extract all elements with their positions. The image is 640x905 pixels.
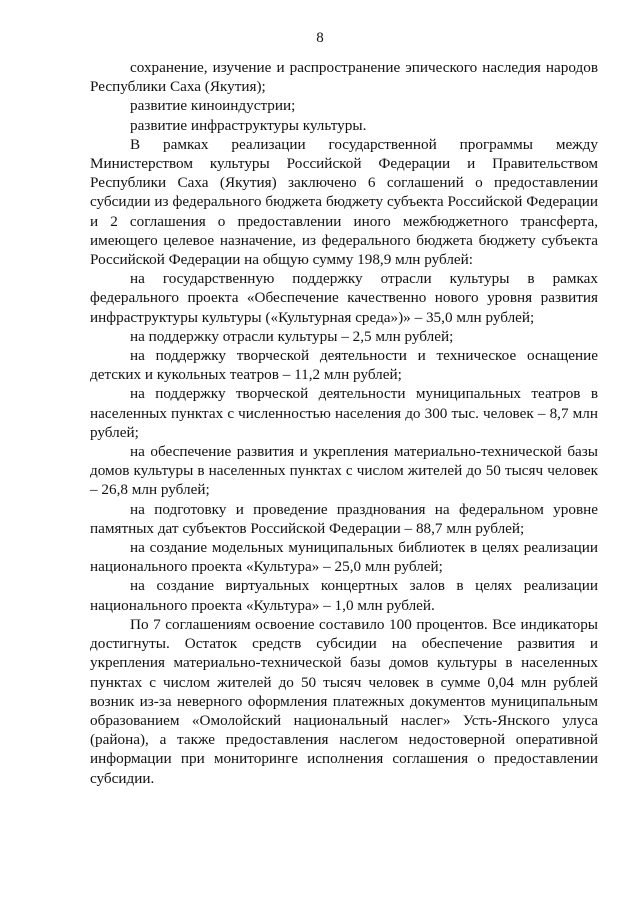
paragraph-epic-heritage: сохранение, изучение и распространение эпического наследия народов Республики Саха (Якутия);	[90, 59, 598, 96]
list-item-puppet-theatres: на поддержку творческой деятельности и техническое оснащение детских и кукольных театров – 11,2 млн рублей;	[90, 347, 598, 384]
list-item-cultural-environment: на государственную поддержку отрасли культуры в рамках федерального проекта «Обеспечение качественно нового уровня развития инфраструктуры культуры («Культурная среда»)» – 35,0 млн рублей;	[90, 270, 598, 326]
paragraph-execution-summary: По 7 соглашениям освоение составило 100 процентов. Все индикаторы достигнуты. Остаток средств субсидии на обеспечение развития и укрепления материально-технической базы домов культуры в населенных пунктах с числом жителей до 50 тысяч человек в сумме 0,04 млн рублей возник из-за неверного оформления платежных документов муниципальным образованием «Омолойский национальный наслег» Усть-Янского улуса (района), а также предоставления наслегом недостоверной оперативной информации при мониторинге исполнения соглашения о предоставлении субсидии.	[90, 615, 598, 787]
list-item-municipal-theatres: на поддержку творческой деятельности муниципальных театров в населенных пунктах с численностью населения до 300 тыс. человек – 8,7 млн рублей;	[90, 385, 598, 441]
page-number: 8	[316, 30, 324, 46]
list-item-virtual-concert-halls: на создание виртуальных концертных залов в целях реализации национального проекта «Культура» – 1,0 млн рублей.	[90, 577, 598, 614]
paragraph-film-industry: развитие киноиндустрии;	[130, 97, 296, 115]
list-item-culture-support: на поддержку отрасли культуры – 2,5 млн рублей;	[130, 327, 454, 345]
list-item-memorable-dates: на подготовку и проведение празднования на федеральном уровне памятных дат субъектов Российской Федерации – 88,7 млн рублей;	[90, 500, 598, 537]
list-item-model-libraries: на создание модельных муниципальных библиотек в целях реализации национального проекта «Культура» – 25,0 млн рублей;	[90, 539, 598, 576]
document-body	[90, 58, 598, 788]
list-item-culture-houses: на обеспечение развития и укрепления материально-технической базы домов культуры в населенных пунктах с числом жителей до 50 тысяч человек – 26,8 млн рублей;	[90, 443, 598, 499]
paragraph-culture-infrastructure: развитие инфраструктуры культуры.	[130, 116, 367, 134]
paragraph-agreements-intro: В рамках реализации государственной программы между Министерством культуры Российской Федерации и Правительством Республики Саха (Якутия) заключено 6 соглашений о предоставлении субсидии из федерального бюджета бюджету субъекта Российской Федерации и 2 соглашения о предоставлении иного межбюджетного трансферта, имеющего целевое назначение, из федерального бюджета бюджету субъекта Российской Федерации на общую сумму 198,9 млн рублей:	[90, 135, 598, 269]
